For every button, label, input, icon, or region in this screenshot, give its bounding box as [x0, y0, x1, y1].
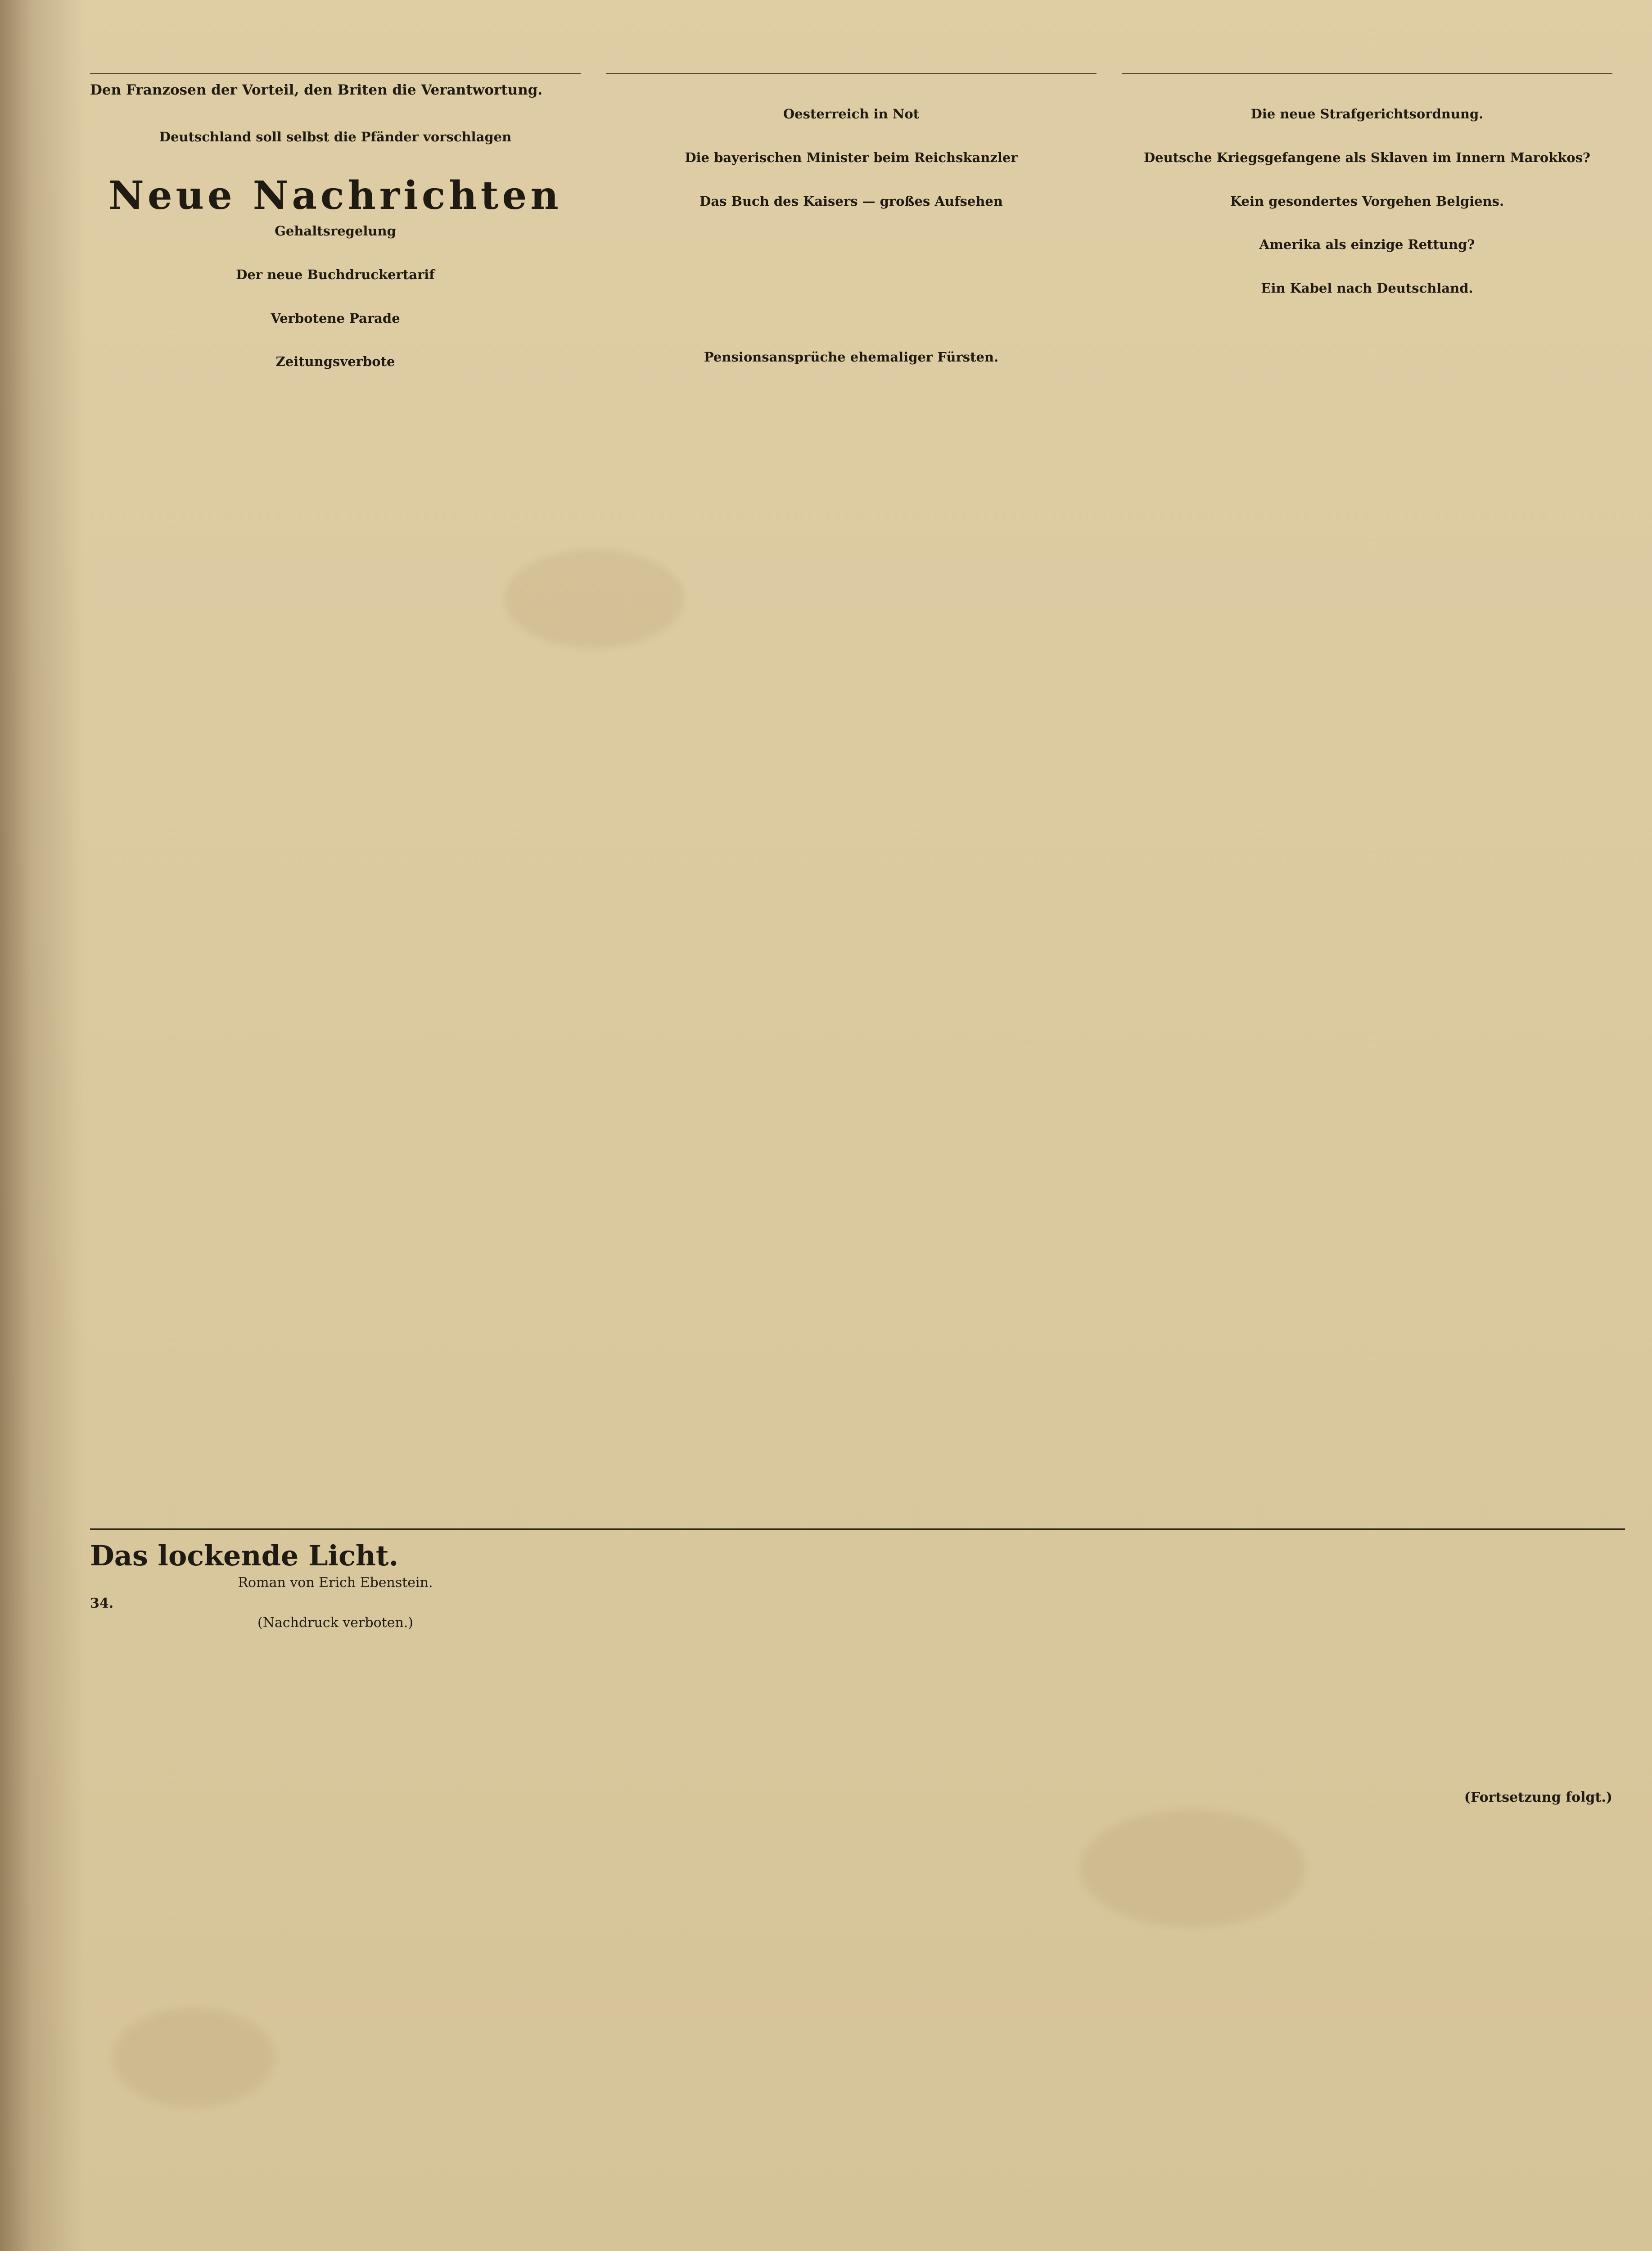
- article-paragraph: [1122, 300, 1612, 316]
- novel-paragraph: [90, 1748, 581, 1764]
- quoted-text: [606, 258, 1097, 274]
- top-rule: [1122, 63, 1612, 74]
- article-headline: Die neue Strafgerichtsordnung.: [1250, 106, 1484, 122]
- novel-paragraph: [1122, 1586, 1612, 1602]
- novel-paragraph: [606, 1609, 1097, 1625]
- article-headline: Zeitungsverbote: [275, 354, 395, 370]
- novel-paragraph: [606, 1856, 1097, 1872]
- novel-paragraph: [90, 1928, 581, 1944]
- novel-paragraph: [606, 1879, 1097, 1895]
- article-headline: Ein Kabel nach Deutschland.: [1261, 280, 1473, 296]
- novel-paragraph: [606, 1946, 1097, 1962]
- novel-paragraph: [1122, 1744, 1612, 1760]
- article-headline: Das Buch des Kaisers — großes Aufsehen: [700, 193, 1003, 209]
- novel-paragraph: [606, 1834, 1097, 1850]
- novel-paragraph: [606, 1676, 1097, 1692]
- continued-note: (Fortsetzung folgt.): [1464, 1790, 1612, 1805]
- serial-number: 34.: [90, 1596, 114, 1612]
- article-headline: Oesterreich in Not: [783, 106, 920, 122]
- article-headline: Deutschland soll selbst die Pfänder vorschlagen: [159, 129, 512, 145]
- article-headline: Kein gesondertes Vorgehen Belgiens.: [1230, 193, 1504, 209]
- novel-paragraph: [606, 1744, 1097, 1760]
- novel-paragraph: [1122, 1699, 1612, 1715]
- novel-paragraph: [1122, 1766, 1612, 1782]
- article-paragraph: [606, 126, 1097, 142]
- article-paragraph: [90, 330, 581, 346]
- article-paragraph: [1122, 212, 1612, 229]
- serial-column-1: [90, 1541, 581, 2251]
- upper-column-2: [606, 63, 1097, 1533]
- novel-paragraph: [90, 1636, 581, 1652]
- novel-paragraph: [606, 1766, 1097, 1782]
- novel-author: Roman von Erich Ebenstein.: [238, 1575, 433, 1591]
- quoted-text: [606, 235, 1097, 251]
- article-paragraph: [606, 212, 1097, 229]
- serial-column-3: [1122, 1541, 1612, 2251]
- article-paragraph: [90, 373, 581, 389]
- upper-column-3: [1122, 63, 1612, 1533]
- novel-paragraph: [90, 1883, 581, 1899]
- article-headline: Der neue Buchdruckertarif: [236, 267, 435, 282]
- novel-paragraph: [90, 1793, 581, 1809]
- article-headline: Amerika als einzige Rettung?: [1259, 237, 1475, 253]
- article-paragraph: [606, 169, 1097, 185]
- article-paragraph: [606, 369, 1097, 385]
- novel-paragraph: [606, 1924, 1097, 1940]
- top-rule: [90, 63, 581, 74]
- novel-paragraph: [606, 1789, 1097, 1805]
- novel-paragraph: [1122, 1564, 1612, 1580]
- article-headline: Deutsche Kriegsgefangene als Sklaven im Innern Marokkos?: [1143, 149, 1591, 165]
- novel-paragraph: [606, 1991, 1097, 2007]
- upper-news-section: [90, 63, 1625, 1533]
- article-paragraph: [1122, 256, 1612, 272]
- reprint-notice: (Nachdruck verboten.): [257, 1615, 414, 1631]
- novel-paragraph: [606, 1654, 1097, 1670]
- serial-column-2: [606, 1541, 1097, 2251]
- novel-paragraph: [606, 1969, 1097, 1985]
- article-paragraph: [606, 82, 1097, 98]
- novel-paragraph: [1122, 1609, 1612, 1625]
- quoted-text: [606, 325, 1097, 341]
- article-paragraph: [90, 286, 581, 303]
- novel-paragraph: [90, 1906, 581, 1922]
- article-paragraph: [90, 149, 581, 165]
- article-paragraph: [90, 105, 581, 121]
- novel-paragraph: [90, 1816, 581, 1832]
- quoted-text: [606, 280, 1097, 296]
- article-headline: Verbotene Parade: [271, 310, 400, 326]
- novel-paragraph: [90, 1681, 581, 1697]
- novel-paragraph: [606, 1901, 1097, 1917]
- novel-paragraph: [606, 1586, 1097, 1602]
- top-rule: [606, 63, 1097, 74]
- novel-paragraph: [90, 1861, 581, 1877]
- article-paragraph: [90, 243, 581, 259]
- article-paragraph: [1122, 82, 1612, 98]
- article-paragraph: [1122, 126, 1612, 142]
- article-paragraph: [1122, 169, 1612, 185]
- novel-paragraph: [1122, 1676, 1612, 1692]
- novel-paragraph: [606, 1721, 1097, 1737]
- novel-paragraph: [606, 1541, 1097, 1557]
- novel-paragraph: [90, 1658, 581, 1674]
- novel-title: Das lockende Licht.: [90, 1541, 399, 1572]
- section-title: Neue Nachrichten: [108, 172, 562, 218]
- novel-paragraph: [90, 1703, 581, 1719]
- novel-paragraph: [606, 1631, 1097, 1647]
- novel-paragraph: [1122, 1631, 1612, 1647]
- novel-paragraph: [606, 1699, 1097, 1715]
- novel-paragraph: [90, 1726, 581, 1742]
- novel-paragraph: [1122, 1654, 1612, 1670]
- upper-column-1: [90, 63, 581, 1533]
- serial-novel-section: [90, 1528, 1625, 2251]
- novel-paragraph: [90, 1771, 581, 1787]
- quoted-text: [606, 303, 1097, 319]
- novel-paragraph: [1122, 1541, 1612, 1557]
- novel-paragraph: [606, 1811, 1097, 1827]
- headline-top-left: Den Franzosen der Vorteil, den Briten die Verantwortung.: [90, 82, 543, 98]
- novel-paragraph: [90, 1838, 581, 1854]
- article-headline: Pensionsansprüche ehemaliger Fürsten.: [704, 349, 999, 365]
- article-headline: Die bayerischen Minister beim Reichskanzler: [685, 149, 1018, 165]
- novel-paragraph: [1122, 1721, 1612, 1737]
- novel-paragraph: [606, 1564, 1097, 1580]
- article-headline: Gehaltsregelung: [275, 223, 396, 239]
